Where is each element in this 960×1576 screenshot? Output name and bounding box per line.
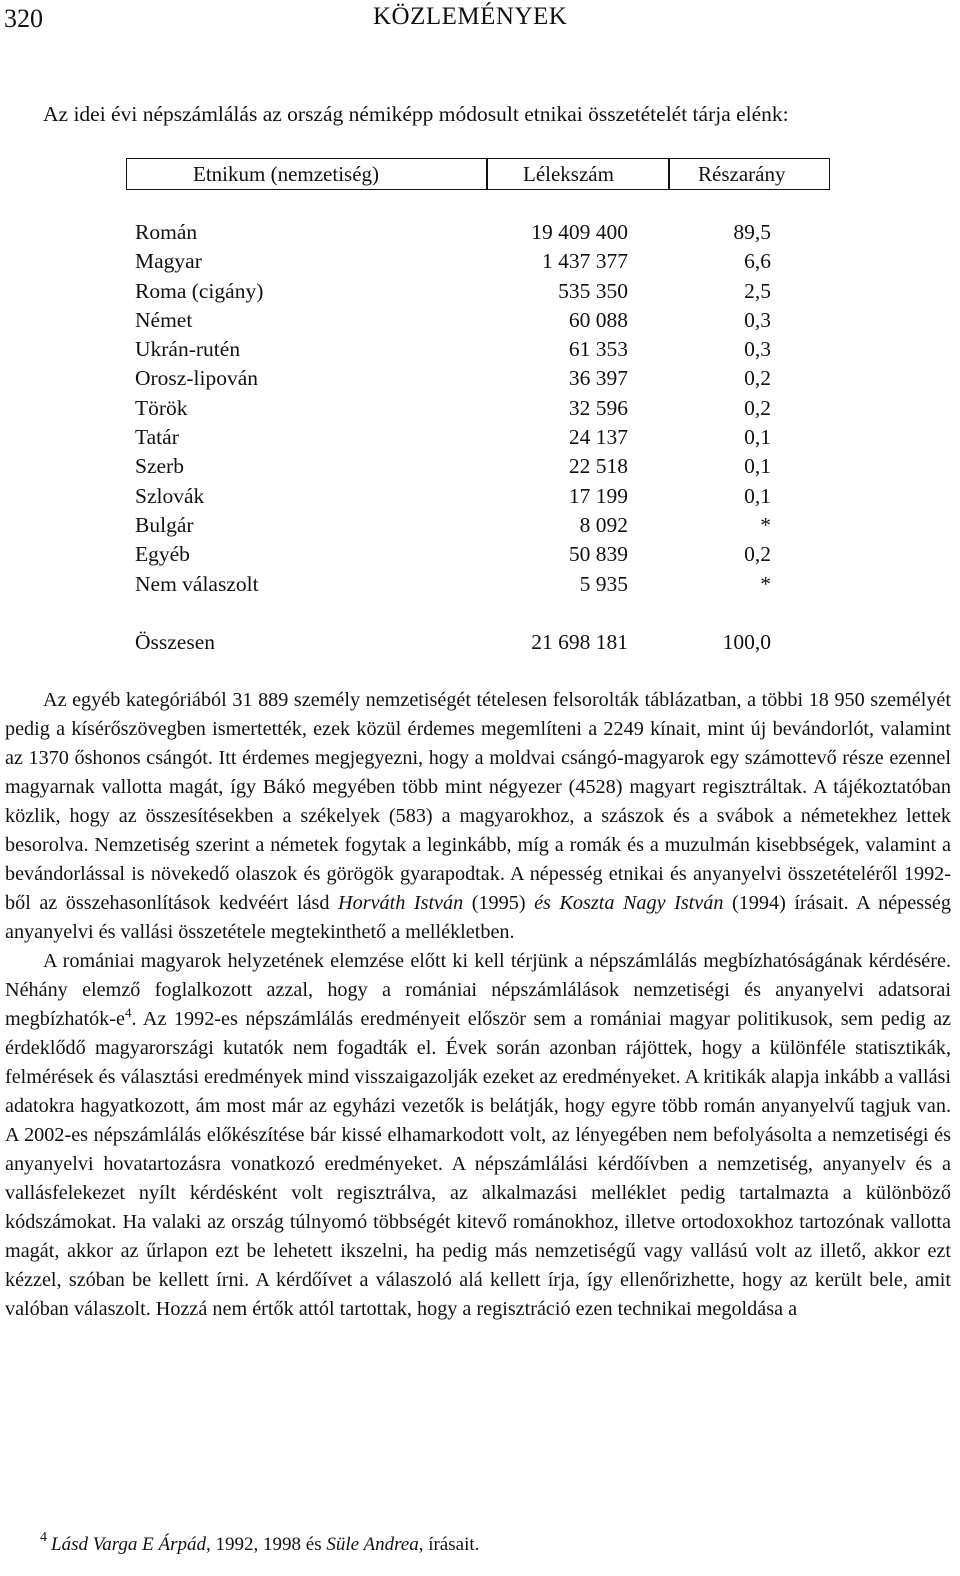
table-row — [0, 396, 960, 425]
paragraph-text: . Az 1992-es népszámlálás eredményeit először sem a romániai magyar politikusok, sem pedig az érdeklődő magyarországi kutatók nem fogadták el. Évek során azonban rájöttek, hogy a különféle statisztikák, felmérések és választási eredmények mind visszaigazolják ezeket az eredményeket. A kritikák alapja inkább a vallási adatokra hagyatkozott, ám most már az egyházi vezetők is belátják, hogy egyre több román anyanyelvű tagjuk van. A 2002-es népszámlálás előkészítése bár kissé elhamarkodott volt, az lényegében nem befolyásolta a nemzetiségi és anyanyelvi hovatartozásra vonatkozó eredményeket. A népszámlálási kérdőívben a nemzetiség, anyanyelv és a vallásfelekezet nyílt kérdésként volt regisztrálva, az alkalmazási melléklet pedig tartalmazta a különböző kódszámokat. Ha valaki az ország túlnyomó többségét kitevő románokhoz, illetve ortodoxokhoz tartozónak vallotta magát, akkor az űrlapon ezt be lehetett ikszelni, ha pedig más nemzetiségű vagy vallású volt az illető, akkor ezt kézzel, szóban be kellett írni. A kérdőívet a válaszoló alá kellett írja, így ellenőrizhette, hogy az került bele, amit valóban válaszolt. Hozzá nem értők attól tartottak, hogy a regisztráció ezen technikai megoldása a — [5, 1008, 951, 1320]
total-label: Összesen — [135, 630, 216, 654]
page-header — [0, 0, 960, 40]
count-cell: 535 350 — [558, 278, 628, 303]
count-cell: 22 518 — [568, 454, 628, 479]
count-cell: 36 397 — [568, 366, 628, 391]
share-cell: * — [760, 512, 771, 537]
table-row — [0, 366, 960, 395]
paragraph — [5, 947, 951, 1324]
ethnicity-cell: Magyar — [135, 249, 202, 274]
paragraph-text: (1994) írásait. A népesség anyanyelvi és vallási összetétele megtekinthető a mellékletben. — [5, 892, 951, 943]
table-row — [0, 337, 960, 366]
column-header-count: Lélekszám — [523, 162, 614, 186]
table-header — [126, 158, 830, 190]
column-divider — [668, 159, 670, 189]
column-header-share: Részarány — [698, 162, 786, 186]
table-row — [0, 425, 960, 454]
count-cell: 5 935 — [579, 571, 628, 596]
share-cell: 6,6 — [744, 249, 771, 274]
table-row — [0, 484, 960, 513]
share-cell: 0,1 — [744, 483, 771, 508]
total-share: 100,0 — [722, 630, 771, 654]
author-name: Süle Andrea — [326, 1534, 419, 1555]
share-cell: 0,2 — [744, 366, 771, 391]
footnote-text: Lásd — [51, 1534, 93, 1555]
share-cell: 89,5 — [733, 220, 771, 244]
table-total-row — [0, 630, 960, 659]
footnote-number: 4 — [40, 1530, 47, 1545]
footnote — [40, 1530, 480, 1556]
ethnicity-cell: Német — [135, 307, 193, 332]
share-cell: * — [760, 571, 771, 596]
intro-sentence: Az idei évi népszámlálás az ország némiképp módosult etnikai összetételét tárja elénk: — [43, 102, 789, 126]
count-cell: 17 199 — [568, 483, 628, 508]
table-row — [0, 220, 960, 249]
table-row — [0, 513, 960, 542]
share-cell: 0,1 — [744, 454, 771, 479]
ethnicity-cell: Ukrán-rutén — [135, 337, 241, 362]
count-cell: 32 596 — [568, 395, 628, 420]
count-cell: 8 092 — [579, 512, 628, 537]
share-cell: 0,3 — [744, 337, 771, 362]
share-cell: 0,3 — [744, 307, 771, 332]
footnote-text: , írásait. — [418, 1534, 480, 1555]
footnote-text: , 1992, 1998 és — [206, 1534, 327, 1555]
body-text — [5, 686, 951, 1324]
ethnicity-cell: Orosz-lipován — [135, 366, 258, 391]
ethnicity-cell: Román — [135, 220, 198, 244]
count-cell: 61 353 — [568, 337, 628, 362]
count-cell: 19 409 400 — [531, 220, 628, 244]
paragraph-text: (1995) — [463, 892, 535, 914]
table-total — [0, 630, 960, 659]
footnote-reference: 4 — [124, 1005, 132, 1020]
table-row — [0, 572, 960, 601]
author-name: Horváth István — [338, 892, 464, 914]
table-row — [0, 279, 960, 308]
ethnicity-cell: Szerb — [135, 454, 184, 479]
paragraph-text: Az egyéb kategóriából 31 889 személy nemzetiségét tételesen felsorolták táblázatban, a többi 18 950 személyét pedig a kísérőszövegben ismertették, ezek közül érdemes megemlíteni a 2249 kínait, mint új bevándorlót, valamint az 1370 őshonos csángót. Itt érdemes megjegyezni, hogy a moldvai csángó-magyarok egy számottevő része ezennel magyarnak vallotta magát, így Bákó megyében több mint négyezer (4528) magyart regisztráltak. A tájékoztatóban közlik, hogy az összesítésekben a székelyek (583) a magyarokhoz, a szászok és a svábok a németekhez lettek besorolva. Nemzetiség szerint a németek fogytak a leginkább, míg a romák és a muzulmán kisebbségek, valamint a bevándorlással is növekedő olaszok és görögök gyarapodtak. A népesség etnikai és anyanyelvi összetételéről 1992-ből az összehasonlítások kedvéért lásd — [5, 689, 951, 914]
column-header-ethnicity: Etnikum (nemzetiség) — [193, 162, 380, 186]
share-cell: 2,5 — [744, 278, 771, 303]
total-count: 21 698 181 — [531, 630, 628, 654]
ethnicity-cell: Bulgár — [135, 512, 194, 537]
paragraph-text: A romániai magyarok helyzetének elemzése előtt ki kell térjünk a népszámlálás megbízhatóságának kérdésére. Néhány elemző foglalkozott azzal, hogy a romániai népszámlálások nemzetiségi és anyanyelvi adatsorai megbízhatók-e — [5, 950, 951, 1030]
share-cell: 0,2 — [744, 542, 771, 567]
paragraph — [5, 686, 951, 947]
table-row — [0, 308, 960, 337]
ethnicity-cell: Egyéb — [135, 542, 190, 567]
count-cell: 60 088 — [568, 307, 628, 332]
ethnicity-cell: Tatár — [135, 425, 179, 450]
ethnicity-cell: Török — [135, 395, 188, 420]
share-cell: 0,1 — [744, 425, 771, 450]
table-row — [0, 542, 960, 571]
share-cell: 0,2 — [744, 395, 771, 420]
count-cell: 24 137 — [568, 425, 628, 450]
table-row — [0, 249, 960, 278]
author-name: Varga E Árpád — [92, 1534, 207, 1555]
ethnicity-cell: Roma (cigány) — [135, 278, 264, 303]
table-body — [0, 220, 960, 601]
running-head: KÖZLEMÉNYEK — [373, 3, 568, 30]
ethnicity-cell: Szlovák — [135, 483, 205, 508]
ethnicity-cell: Nem válaszolt — [135, 571, 259, 596]
count-cell: 50 839 — [568, 542, 628, 567]
column-divider — [486, 159, 488, 189]
count-cell: 1 437 377 — [542, 249, 628, 274]
author-name: és Koszta Nagy István — [534, 892, 724, 914]
table-row — [0, 454, 960, 483]
page-number: 320 — [4, 4, 43, 33]
